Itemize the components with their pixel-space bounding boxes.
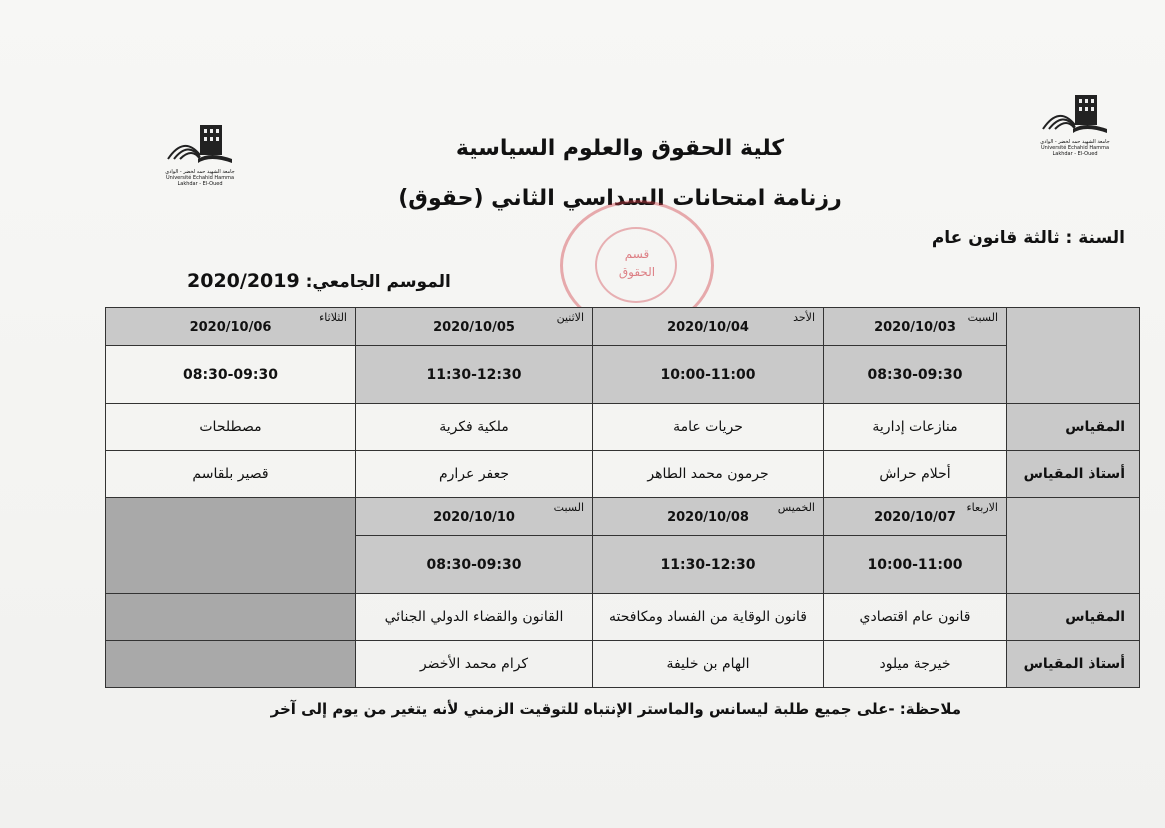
module-label: المقياس: [1007, 594, 1140, 641]
day-name: الخميس: [777, 501, 815, 514]
day-name: الأحد: [793, 311, 815, 324]
time-cell: 08:30-09:30: [824, 346, 1007, 404]
module-cell: قانون عام اقتصادي: [824, 594, 1007, 641]
stamp-line2: الحقوق: [618, 265, 656, 279]
university-building-icon: [1035, 85, 1115, 139]
time-cell: 11:30-12:30: [593, 536, 824, 594]
professor-cell: قصير بلقاسم: [106, 451, 356, 498]
time-cell: 08:30-09:30: [106, 346, 356, 404]
week1-date-row: [106, 308, 1140, 346]
schedule-title: رزنامة امتحانات السداسي الثاني (حقوق): [398, 186, 842, 211]
date-cell: [593, 308, 824, 346]
season-value: 2020/2019: [187, 270, 300, 292]
week2-date-row: [106, 498, 1140, 536]
week1-module-row: [106, 404, 1140, 451]
week2-professor-row: [106, 641, 1140, 688]
logo-caption-ar: جامعة الشهيد حمه لخضر - الوادي: [165, 169, 235, 175]
module-cell: قانون الوقاية من الفساد ومكافحته: [593, 594, 824, 641]
academic-season: [187, 270, 451, 292]
logo-caption-en: Université Echahid Hamma Lakhdar - El-Oued: [1040, 145, 1110, 157]
empty-slot: [106, 498, 356, 594]
week1-professor-row: [106, 451, 1140, 498]
season-label: الموسم الجامعي:: [305, 272, 451, 292]
date-cell: [106, 308, 356, 346]
exam-date: 2020/10/10: [433, 510, 515, 525]
schedule-note: ملاحظة: -على جميع طلبة ليسانس والماستر الإنتباه للتوقيت الزمني لأنه يتغير من يوم إلى آخر: [270, 700, 961, 718]
empty-slot: [106, 594, 356, 641]
week2-module-row: [106, 594, 1140, 641]
exam-date: 2020/10/06: [189, 320, 272, 335]
exam-schedule-table: [105, 307, 1140, 688]
time-cell: 10:00-11:00: [593, 346, 824, 404]
day-name: السبت: [967, 311, 998, 324]
date-cell: [824, 498, 1007, 536]
professor-cell: الهام بن خليفة: [593, 641, 824, 688]
year-level: السنة : ثالثة قانون عام: [931, 228, 1125, 248]
module-cell: ملكية فكرية: [356, 404, 593, 451]
corner-cell: [1007, 308, 1140, 404]
exam-date: 2020/10/08: [667, 510, 749, 525]
exam-date: 2020/10/03: [874, 320, 956, 335]
professor-label: أستاذ المقياس: [1007, 641, 1140, 688]
logo-caption: [160, 169, 240, 187]
date-cell: [356, 498, 593, 536]
professor-cell: جرمون محمد الطاهر: [593, 451, 824, 498]
faculty-title: كلية الحقوق والعلوم السياسية: [455, 136, 785, 161]
date-cell: [356, 308, 593, 346]
time-cell: 08:30-09:30: [356, 536, 593, 594]
day-name: الاثنين: [556, 311, 584, 324]
professor-cell: أحلام حراش: [824, 451, 1007, 498]
week1-time-row: [106, 346, 1140, 404]
day-name: الاربعاء: [966, 501, 998, 514]
empty-slot: [106, 641, 356, 688]
professor-cell: جعفر عرارم: [356, 451, 593, 498]
module-cell: منازعات إدارية: [824, 404, 1007, 451]
exam-date: 2020/10/05: [433, 320, 515, 335]
professor-label: أستاذ المقياس: [1007, 451, 1140, 498]
date-cell: [593, 498, 824, 536]
logo-caption-ar: جامعة الشهيد حمه لخضر - الوادي: [1040, 139, 1110, 145]
module-label: المقياس: [1007, 404, 1140, 451]
module-cell: حريات عامة: [593, 404, 824, 451]
stamp-line1: قسم: [624, 247, 650, 261]
time-cell: 10:00-11:00: [824, 536, 1007, 594]
day-name: الثلاثاء: [319, 311, 347, 324]
module-cell: القانون والقضاء الدولي الجنائي: [356, 594, 593, 641]
date-cell: [824, 308, 1007, 346]
professor-cell: كرام محمد الأخضر: [356, 641, 593, 688]
module-cell: مصطلحات: [106, 404, 356, 451]
logo-caption-en: Université Echahid Hamma Lakhdar - El-Oued: [165, 175, 235, 187]
time-cell: 11:30-12:30: [356, 346, 593, 404]
professor-cell: خيرجة ميلود: [824, 641, 1007, 688]
exam-date: 2020/10/04: [667, 320, 749, 335]
day-name: السبت: [553, 501, 584, 514]
corner-cell: [1007, 498, 1140, 594]
exam-date: 2020/10/07: [874, 510, 956, 525]
